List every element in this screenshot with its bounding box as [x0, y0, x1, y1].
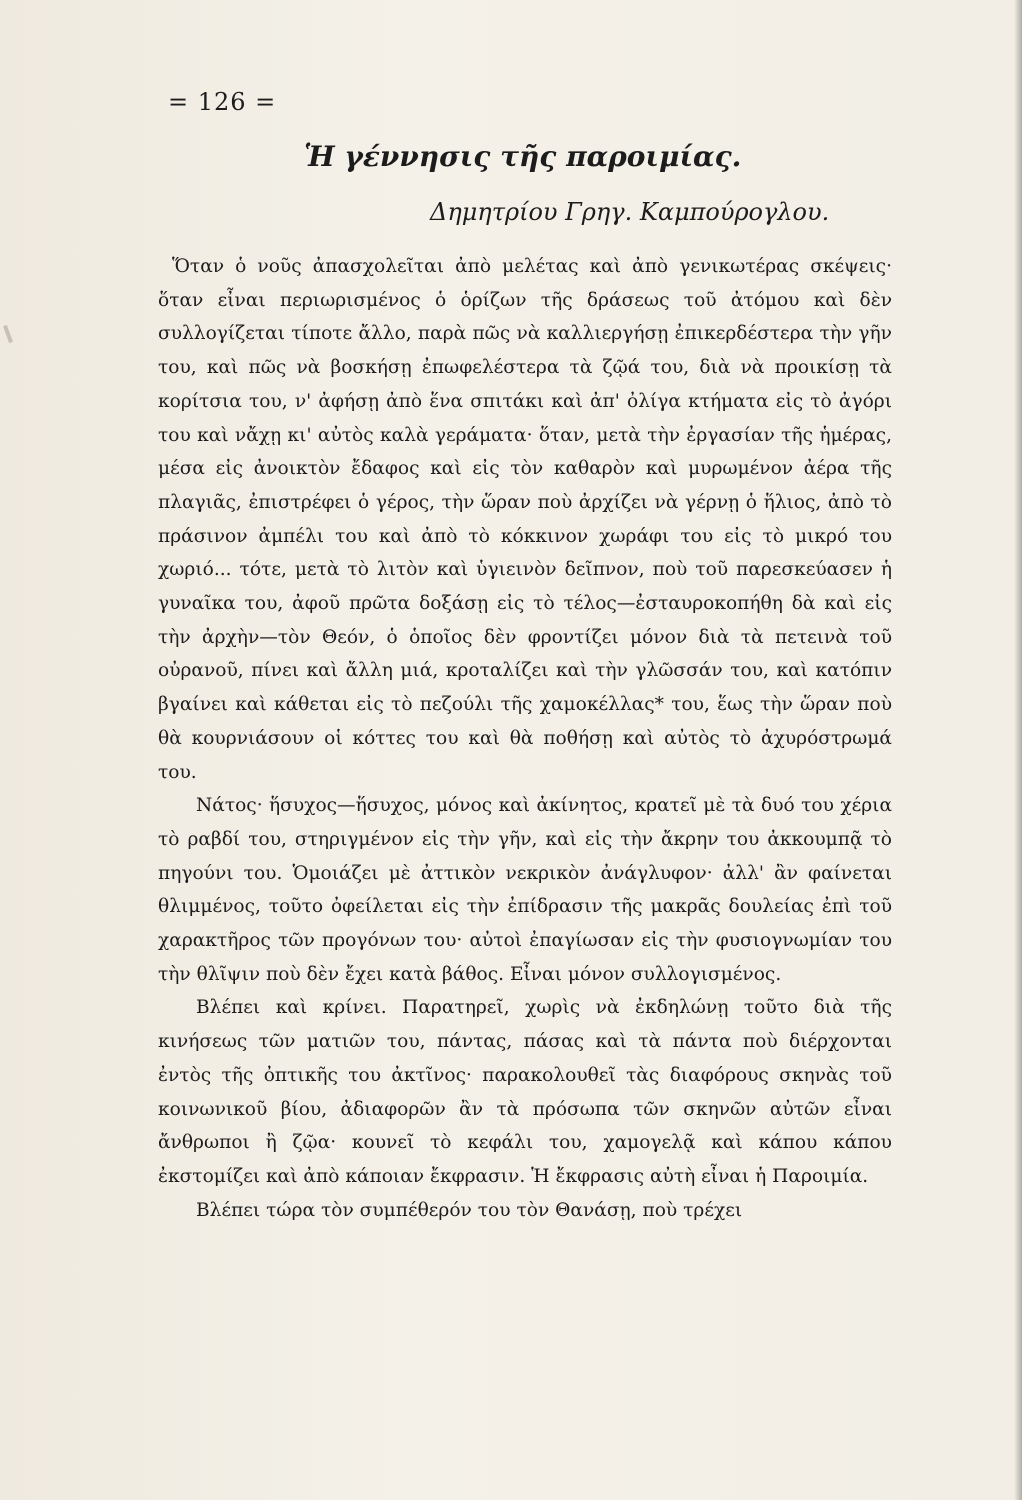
author-name: Δημητρίου Γρηγ. Καμπούρογλου. [430, 198, 830, 226]
paragraph-4: Βλέπει τώρα τὸν συμπέθερόν του τὸν Θανάσῃ, ποὺ τρέχει [196, 1199, 743, 1221]
body-text [158, 250, 892, 1227]
page-number: = 126 = [168, 88, 277, 116]
paragraph-3: Βλέπει καὶ κρίνει. Παρατηρεῖ, χωρὶς νὰ ἐκδηλώνῃ τοῦτο διὰ τῆς κινήσεως τῶν ματιῶν του, πάντας, πάσας καὶ τὰ πάντα ποὺ διέρχονται ἐντὸς τῆς ὀπτικῆς του ἀκτῖνος· παρακολουθεῖ τὰς διαφόρους σκηνὰς τοῦ κοινωνικοῦ βίου, ἀδιαφορῶν ἂν τὰ πρόσωπα τῶν σκηνῶν αὐτῶν εἶναι ἄνθρωποι ἢ ζῷα· κουνεῖ τὸ κεφάλι του, χαμογελᾷ καὶ κάπου κάπου ἐκστομίζει καὶ ἀπὸ κάποιαν ἔκφρασιν. Ἡ ἔκφρασις αὐτὴ εἶναι ἡ Παροιμία. [158, 997, 892, 1187]
paragraph-1: Ὅταν ὁ νοῦς ἀπασχολεῖται ἀπὸ μελέτας καὶ ἀπὸ γενικωτέρας σκέψεις· ὅταν εἶναι περιωρισμένος ὁ ὁρίζων τῆς δράσεως τοῦ ἀτόμου καὶ δὲν συλλογίζεται τίποτε ἄλλο, παρὰ πῶς νὰ καλλιεργήσῃ ἐπικερδέστερα τὴν γῆν του, καὶ πῶς νὰ βοσκήσῃ ἐπωφελέστερα τὰ ζῷά του, διὰ νὰ προικίσῃ τὰ κορίτσια του, ν' ἀφήσῃ ἀπὸ ἕνα σπιτάκι καὶ ἀπ' ὀλίγα κτήματα εἰς τὸ ἀγόρι του καὶ νἄχῃ κι' αὐτὸς καλὰ γεράματα· ὅταν, μετὰ τὴν ἐργασίαν τῆς ἡμέρας, μέσα εἰς ἀνοικτὸν ἔδαφος καὶ εἰς τὸν καθαρὸν καὶ μυρωμένον ἀέρα τῆς πλαγιᾶς, ἐπιστρέφει ὁ γέρος, τὴν ὥραν ποὺ ἀρχίζει νὰ γέρνῃ ὁ ἥλιος, ἀπὸ τὸ πράσινον ἀμπέλι του καὶ ἀπὸ τὸ κόκκινον χωράφι του εἰς τὸ μικρό του χωριό... τότε, μετὰ τὸ λιτὸν καὶ ὑγιεινὸν δεῖπνον, ποὺ τοῦ παρεσκεύασεν ἡ γυναῖκα του, ἀφοῦ πρῶτα δοξάσῃ εἰς τὸ τέλος—ἐσταυροκοπήθη δὰ καὶ εἰς τὴν ἀρχὴν—τὸν Θεόν, ὁ ὁποῖος δὲν φροντίζει μόνον διὰ τὰ πετεινὰ τοῦ οὐρανοῦ, πίνει καὶ ἄλλη μιά, κροταλίζει καὶ τὴν γλῶσσάν του, καὶ κατόπιν βγαίνει καὶ κάθεται εἰς τὸ πεζούλι τῆς χαμοκέλλας* του, ἕως τὴν ὥραν ποὺ θὰ κουρνιάσουν οἱ κόττες του καὶ θὰ ποθήσῃ καὶ αὐτὸς τὸ ἀχυρόστρωμά του. [158, 256, 892, 783]
paragraph-2: Νάτος· ἥσυχος—ἥσυχος, μόνος καὶ ἀκίνητος, κρατεῖ μὲ τὰ δυό του χέρια τὸ ραβδί του, στηριγμένον εἰς τὴν γῆν, καὶ εἰς τὴν ἄκρην του ἀκκουμπᾷ τὸ πηγούνι του. Ὁμοιάζει μὲ ἀττικὸν νεκρικὸν ἀνάγλυφον· ἀλλ' ἂν φαίνεται θλιμμένος, τοῦτο ὀφείλεται εἰς τὴν ἐπίδρασιν τῆς μακρᾶς δουλείας ἐπὶ τοῦ χαρακτῆρος τῶν προγόνων του· αὐτοὶ ἐπαγίωσαν εἰς τὴν φυσιογνωμίαν του τὴν θλῖψιν ποὺ δὲν ἔχει κατὰ βάθος. Εἶναι μόνον συλλογισμένος. [158, 795, 892, 985]
chapter-title: Ἡ γέννησις τῆς παροιμίας. [304, 140, 742, 173]
margin-mark [3, 325, 13, 343]
page-edge-shadow [1014, 0, 1022, 1500]
